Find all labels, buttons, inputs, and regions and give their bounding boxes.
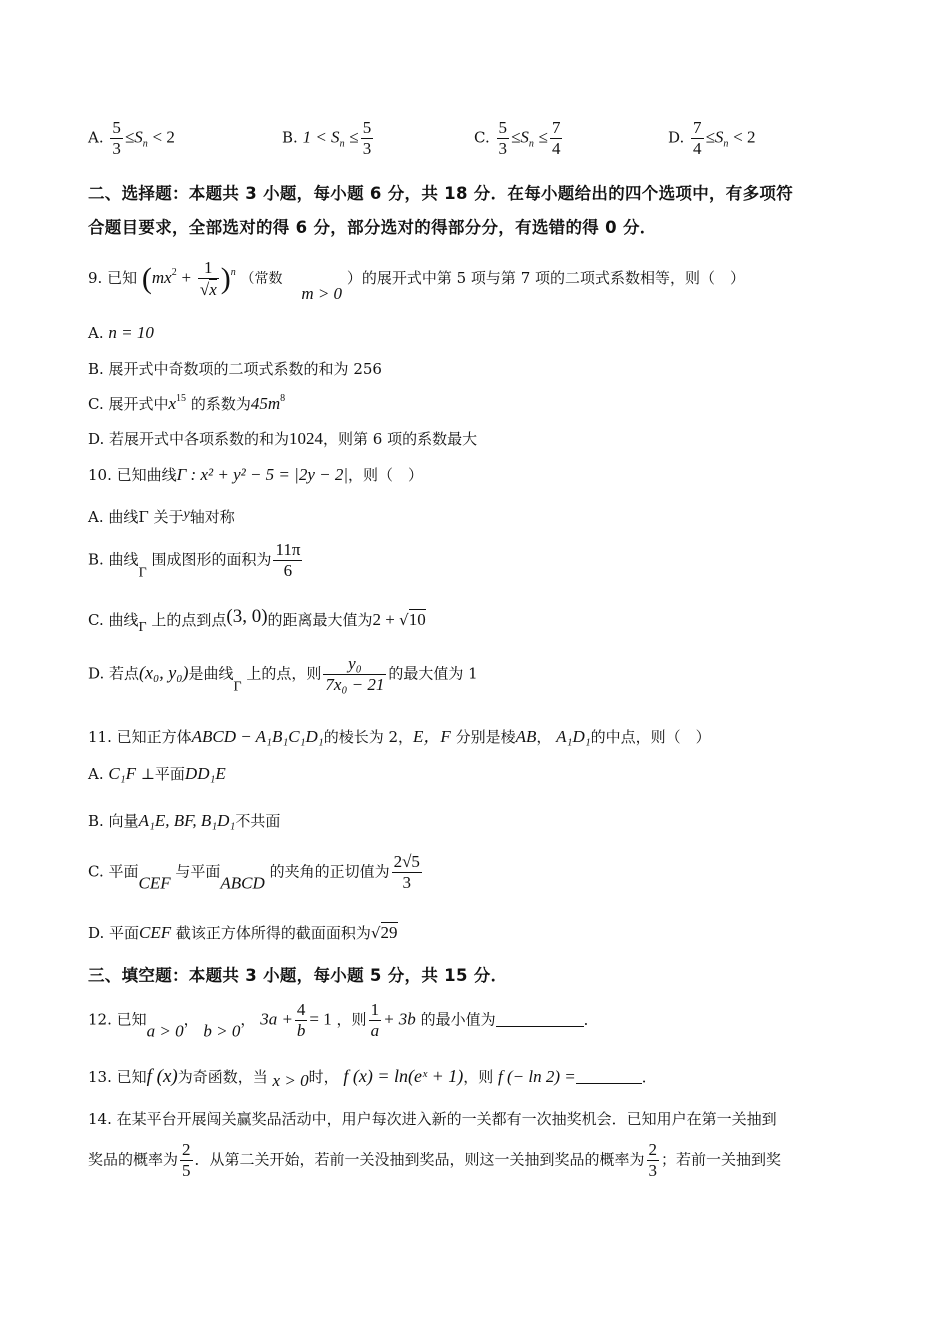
q14-line2: 奖品的概率为 $\frac{2}{5}$ ．从第二关开始，若前一关没抽到奖品，则这一关抽到奖品的概率为 $\frac{2}{3}$ ；若前一关抽到奖 <box>88 1140 782 1180</box>
q9-option-b: B. 展开式中奇数项的二项式系数的和为 256 <box>88 360 382 378</box>
q8-option-d: D. $\frac{7}{4}$ $\le S_n < 2$ <box>668 118 756 158</box>
q10-option-c: C. 曲线Γ 上的点到点(3, 0)的距离最大值为2 + √10 <box>88 606 426 635</box>
q9-option-c: C. 展开式中$x^{15}$ 的系数为$45m^8$ <box>88 393 286 413</box>
q11-option-b: B. 向量A₁E, BF, B₁D₁不共面 <box>88 811 281 830</box>
q11-stem: 11. 已知正方体ABCD − A₁B₁C₁D₁的棱长为 2，E，F 分别是棱AB， A₁D₁的中点，则（ ） <box>88 727 711 746</box>
section2-heading-line1: 二、选择题：本题共 3 小题，每小题 6 分，共 18 分．在每小题给出的四个选项中，有多项符 <box>88 184 793 203</box>
q12-answer-blank[interactable] <box>496 1012 584 1027</box>
q11-option-a: A. C₁F ⊥平面DD₁E <box>88 764 226 783</box>
q13-stem: 13. 已知f (x)为奇函数，当 x > 0时， f (x) = ln(eˣ + 1)，则 f (− ln 2) = ． <box>88 1066 657 1090</box>
q9-option-a: A. n = 10 <box>88 323 154 342</box>
q10-option-a: A. 曲线Γ 关于y轴对称 <box>88 507 235 526</box>
section2-heading-line2: 合题目要求，全部选对的得 6 分，部分选对的得部分分，有选错的得 0 分． <box>88 218 657 237</box>
q9-stem: 9. 已知 ($mx^2$ + $\frac{1}{√x}$ )$^n$ （常数 m > 0 ）的展开式中第 5 项与第 7 项的二项式系数相等，则（ ） <box>88 258 746 303</box>
q8-option-c: C. $\frac{5}{3}$ $\le S_n$ ≤ $\frac{7}{4}$ <box>474 118 561 158</box>
q10-option-b: B. 曲线Γ 围成图形的面积为 $\frac{11\pi}{6}$ <box>88 540 301 581</box>
q14-line1: 14. 在某平台开展闯关赢奖品活动中，用户每次进入新的一关都有一次抽奖机会．已知用户在第一关抽到 <box>88 1110 777 1128</box>
q12-stem: 12. 已知a > 0， b > 0， 3a + $\frac{4}{b}$ = 1 ，则 $\frac{1}{a}$ + 3b 的最小值为 ． <box>88 1000 599 1041</box>
q8-option-b: B. $1 < S_n$ ≤ $\frac{5}{3}$ <box>282 118 372 158</box>
q9-option-d: D. 若展开式中各项系数的和为1024，则第 6 项的系数最大 <box>88 429 478 448</box>
q10-option-d: D. 若点(x₀, y₀)是曲线Γ 上的点，则 $\frac{\text{y₀}}{\text{7x₀ − 21}}$ 的最大值为 1 <box>88 654 478 695</box>
q8-option-a: A. $\frac{5}{3}$ $\le S_n < 2$ <box>88 118 175 158</box>
q11-option-c: C. 平面CEF 与平面ABCD 的夹角的正切值为 $\frac{2√5}{3}$ <box>88 852 420 893</box>
q11-option-d: D. 平面CEF 截该正方体所得的截面面积为√29 <box>88 923 398 942</box>
q10-stem: 10. 已知曲线Γ : x² + y² − 5 = |2y − 2|，则（ ） <box>88 465 424 484</box>
q13-answer-blank[interactable] <box>576 1069 642 1084</box>
section3-heading: 三、填空题：本题共 3 小题，每小题 5 分，共 15 分． <box>88 966 508 985</box>
